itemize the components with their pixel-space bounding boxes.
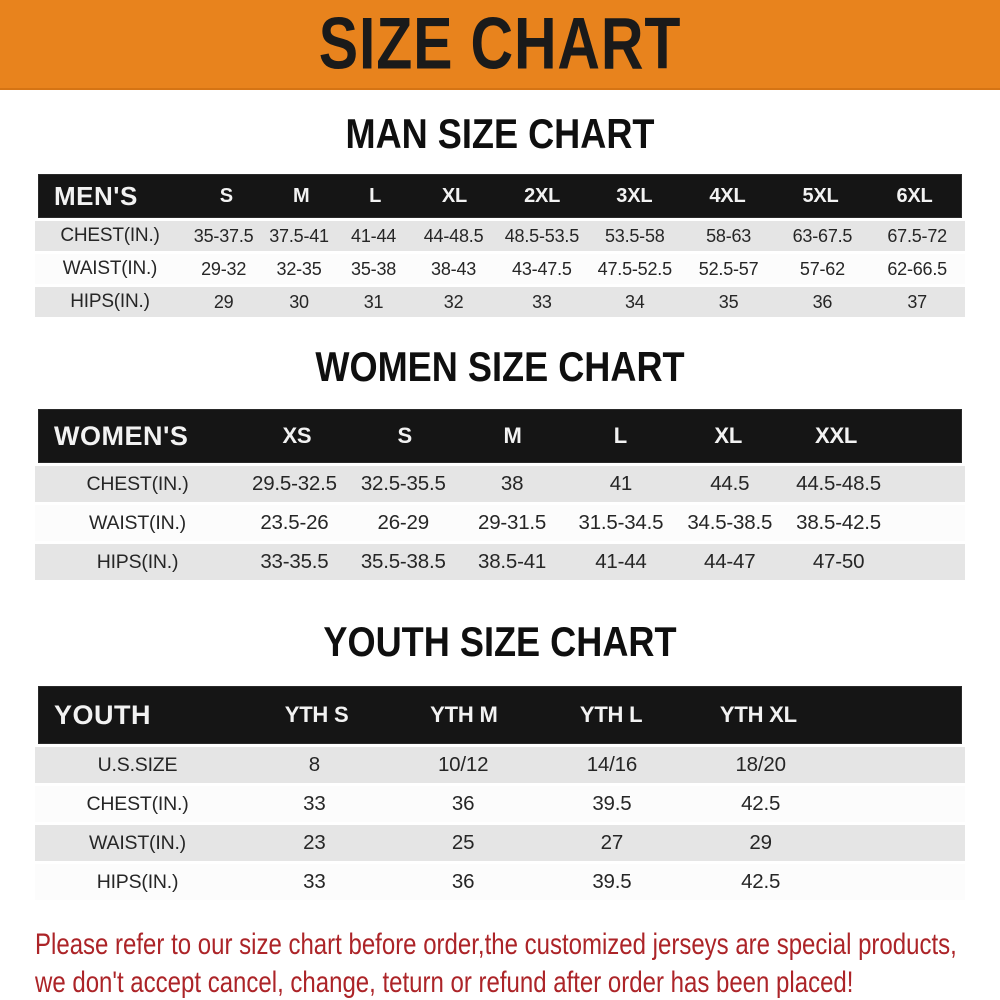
size-value-cell: 32-35 — [276, 258, 322, 279]
size-value-cell: 31 — [363, 291, 384, 312]
size-column-header: L — [613, 423, 628, 448]
size-value-cell: 32.5-35.5 — [360, 472, 446, 495]
size-value-cell: 58-63 — [706, 225, 752, 246]
size-value-cell: 57-62 — [799, 258, 845, 279]
size-value-cell: 41 — [609, 472, 633, 495]
men-table-row — [35, 254, 965, 284]
men-table-row — [35, 221, 965, 251]
size-column-header: S — [219, 184, 233, 207]
size-value-cell: 38.5-42.5 — [796, 511, 881, 534]
size-value-cell: 44-48.5 — [423, 225, 484, 246]
size-value-cell: 29 — [213, 291, 234, 312]
row-label: HIPS(IN.) — [70, 291, 150, 312]
size-value-cell: 39.5 — [592, 870, 632, 893]
size-value-cell: 36 — [451, 870, 475, 893]
row-label: CHEST(IN.) — [60, 225, 160, 246]
size-value-cell: 31.5-34.5 — [578, 511, 664, 534]
youth-size-chart-section — [0, 618, 1000, 900]
size-value-cell: 34 — [624, 291, 645, 312]
size-value-cell: 33 — [303, 792, 326, 815]
size-value-cell: 42.5 — [741, 870, 781, 893]
size-value-cell: 39.5 — [592, 792, 632, 815]
size-value-cell: 29.5-32.5 — [252, 472, 337, 495]
size-value-cell: 43-47.5 — [512, 258, 572, 279]
size-value-cell: 33 — [532, 291, 552, 312]
size-value-cell: 53.5-58 — [604, 225, 665, 246]
disclaimer-footer — [35, 926, 1000, 1000]
size-value-cell: 36 — [812, 291, 833, 312]
size-value-cell: 38 — [500, 472, 524, 495]
size-value-cell: 44.5 — [710, 472, 750, 495]
size-column-header: YTH M — [430, 702, 498, 727]
women-section-heading: WOMEN SIZE CHART — [315, 343, 685, 390]
size-column-header: S — [397, 423, 412, 448]
size-column-header: 6XL — [896, 184, 933, 207]
row-label: HIPS(IN.) — [96, 870, 179, 893]
size-column-header: 3XL — [616, 184, 653, 207]
size-value-cell: 29-31.5 — [478, 511, 547, 534]
size-value-cell: 33 — [303, 870, 326, 893]
youth-table-title-cell: YOUTH — [54, 699, 151, 730]
size-column-header: M — [503, 423, 522, 448]
size-value-cell: 34.5-38.5 — [687, 511, 773, 534]
women-size-table — [35, 409, 965, 580]
size-column-header: L — [369, 184, 382, 207]
women-table-title-cell: WOMEN'S — [54, 420, 189, 451]
size-column-header: XL — [441, 184, 468, 207]
size-value-cell: 32 — [443, 291, 464, 312]
youth-table-row — [35, 747, 965, 783]
size-value-cell: 52.5-57 — [698, 258, 759, 279]
size-value-cell: 35 — [718, 291, 739, 312]
size-column-header: YTH XL — [719, 702, 797, 727]
row-label: CHEST(IN.) — [86, 792, 189, 815]
row-label: HIPS(IN.) — [96, 550, 179, 573]
men-table-title-cell: MEN'S — [54, 180, 138, 211]
youth-table-header-row — [38, 686, 962, 744]
size-column-header: 2XL — [524, 184, 561, 207]
size-value-cell: 48.5-53.5 — [504, 225, 580, 246]
youth-table-row — [35, 864, 965, 900]
size-value-cell: 14/16 — [586, 753, 638, 776]
size-value-cell: 47.5-52.5 — [597, 258, 672, 279]
size-value-cell: 29-32 — [201, 258, 247, 279]
women-table-row — [35, 505, 965, 541]
size-value-cell: 10/12 — [437, 753, 489, 776]
size-value-cell: 18/20 — [735, 753, 786, 776]
row-label: WAIST(IN.) — [62, 258, 158, 279]
size-value-cell: 35-38 — [351, 258, 397, 279]
size-value-cell: 33-35.5 — [260, 550, 329, 573]
women-table-row — [35, 544, 965, 580]
size-value-cell: 63-67.5 — [792, 225, 853, 246]
disclaimer-line-1: Please refer to our size chart before order,the customized jerseys are special products, — [35, 928, 957, 961]
size-value-cell: 35.5-38.5 — [360, 550, 446, 573]
size-value-cell: 38-43 — [431, 258, 477, 279]
row-label: WAIST(IN.) — [89, 511, 186, 534]
size-column-header: 5XL — [802, 184, 839, 207]
row-label: WAIST(IN.) — [89, 831, 186, 854]
youth-table-row — [35, 825, 965, 861]
size-value-cell: 62-66.5 — [887, 258, 947, 279]
size-value-cell: 67.5-72 — [887, 225, 947, 246]
size-value-cell: 26-29 — [377, 511, 429, 534]
size-value-cell: 38.5-41 — [478, 550, 547, 573]
size-value-cell: 37 — [907, 291, 927, 312]
size-column-header: XS — [282, 423, 312, 448]
disclaimer-line-2: we don't accept cancel, change, teturn or refund after order has been placed! — [35, 966, 854, 999]
men-table-row — [35, 287, 965, 317]
women-table-row — [35, 466, 965, 502]
size-value-cell: 25 — [451, 831, 475, 854]
row-label: U.S.SIZE — [97, 753, 178, 776]
size-value-cell: 44-47 — [704, 550, 756, 573]
size-value-cell: 41-44 — [351, 225, 397, 246]
size-value-cell: 8 — [308, 753, 320, 776]
youth-section-heading: YOUTH SIZE CHART — [323, 618, 677, 665]
size-value-cell: 37.5-41 — [269, 225, 329, 246]
size-value-cell: 41-44 — [595, 550, 647, 573]
men-section-heading: MAN SIZE CHART — [345, 110, 655, 157]
men-size-table — [35, 174, 965, 317]
size-column-header: YTH L — [579, 702, 643, 727]
size-value-cell: 27 — [600, 831, 624, 854]
size-value-cell: 30 — [289, 291, 309, 312]
size-chart-banner — [0, 0, 1000, 90]
size-value-cell: 47-50 — [812, 550, 865, 573]
size-value-cell: 23.5-26 — [260, 511, 329, 534]
size-column-header: YTH S — [284, 702, 349, 727]
size-column-header: XXL — [814, 423, 858, 448]
size-value-cell: 29 — [749, 831, 772, 854]
youth-table-row — [35, 786, 965, 822]
women-table-header-row — [38, 409, 962, 463]
women-size-chart-section — [0, 343, 1000, 580]
size-value-cell: 42.5 — [741, 792, 781, 815]
men-size-chart-section — [0, 110, 1000, 317]
size-value-cell: 36 — [451, 792, 475, 815]
men-table-header-row — [38, 174, 962, 218]
size-column-header: 4XL — [709, 184, 746, 207]
banner-title: SIZE CHART — [318, 3, 682, 85]
size-value-cell: 44.5-48.5 — [796, 472, 881, 495]
size-value-cell: 23 — [303, 831, 326, 854]
youth-size-table — [35, 686, 965, 900]
row-label: CHEST(IN.) — [86, 472, 189, 495]
size-value-cell: 35-37.5 — [193, 225, 254, 246]
size-column-header: M — [292, 184, 310, 207]
size-column-header: XL — [714, 423, 743, 448]
